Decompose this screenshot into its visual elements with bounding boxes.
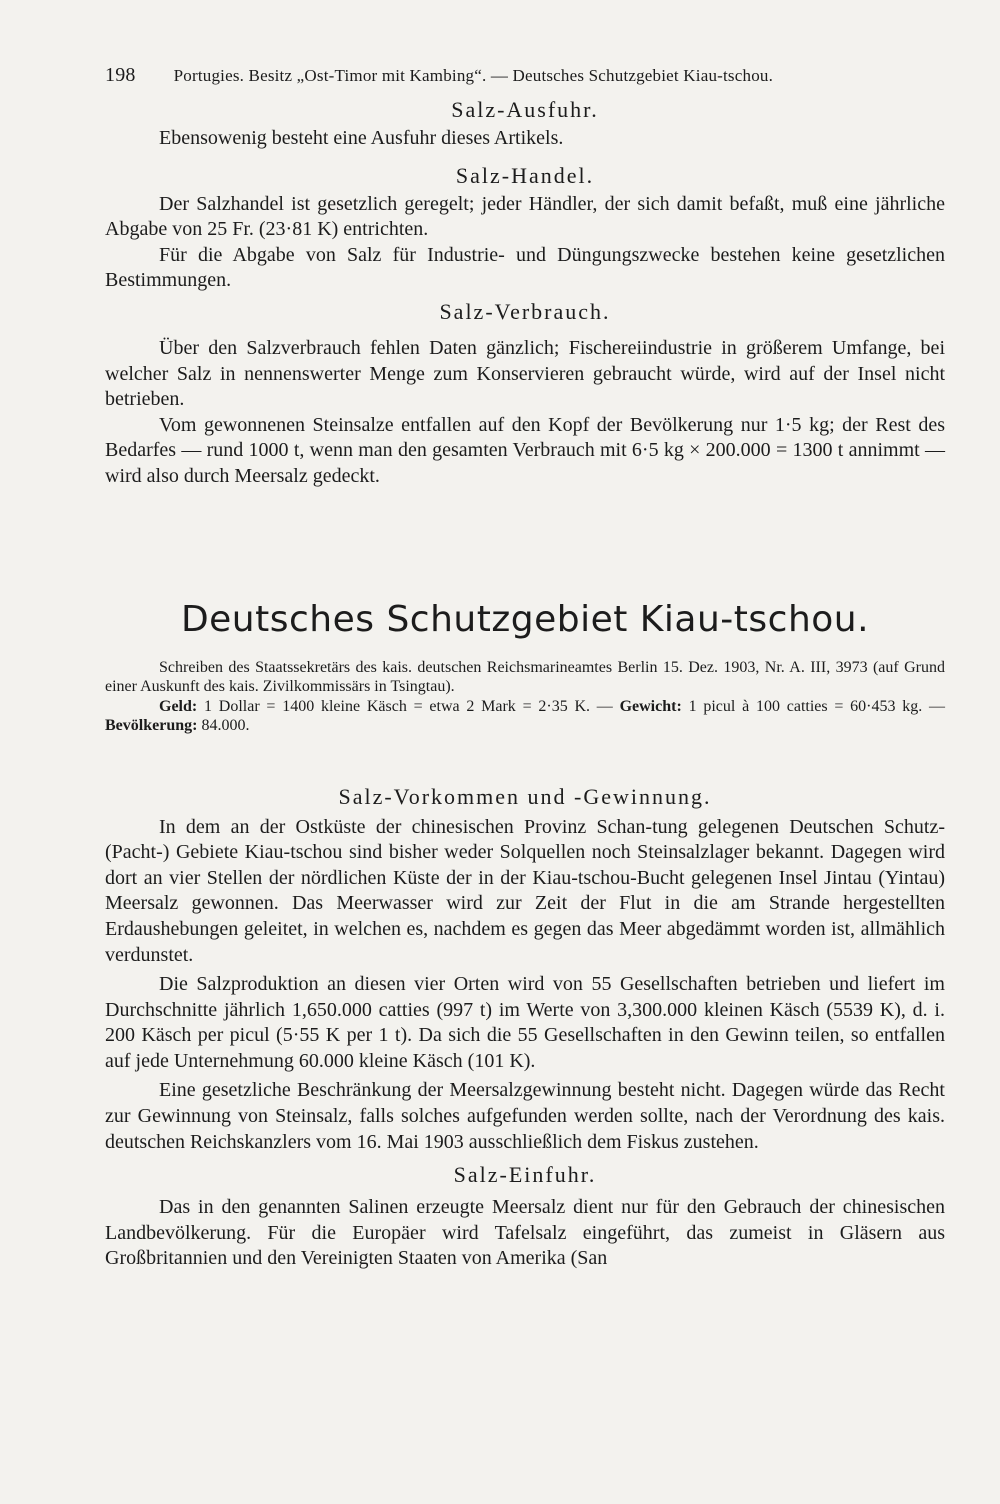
heading-salz-handel: Salz-Handel.: [455, 162, 595, 188]
chapter-title: Deutsches Schutzgebiet Kiau-tschou.: [180, 598, 870, 640]
heading-salz-verbrauch: Salz-Verbrauch.: [439, 298, 611, 324]
chapter-key-facts: [105, 697, 945, 735]
paragraph-salz-ausfuhr: Ebensowenig besteht eine Ausfuhr dieses Artikels.: [159, 127, 564, 149]
bevoelkerung-text: 84.000.: [201, 716, 250, 734]
gewicht-text: 1 picul à 100 catties = 60·453 kg. —: [688, 697, 946, 715]
running-header: [105, 64, 945, 94]
paragraph-vorkommen-1: In dem an der Ostküste der chinesischen Provinz Schan-tung gelegenen Deutschen Schutz- (Pacht-) Gebiete Kiau-tschou sind bisher weder Solquellen noch Steinsalzlager bekannt. Dagegen wird dort an vier Stellen der nördlichen Küste der in der Kiau-tschou-Bucht gelegenen Insel Jintau (Yintau) Meersalz gewonnen. Das Meerwasser wird zur Zeit der Flut in die am Strande hergestellten Erdaushebungen geleitet, in welchen es, nachdem es gegen das Meer abgedämmt worden ist, allmählich verdunstet.: [105, 815, 945, 966]
geld-text: 1 Dollar = 1400 kleine Käsch = etwa 2 Mark = 2·35 K. —: [204, 697, 613, 715]
heading-salz-einfuhr: Salz-Einfuhr.: [453, 1162, 597, 1188]
page-number: 198: [105, 64, 136, 86]
paragraph-vorkommen-2: Die Salzproduktion an diesen vier Orten wird von 55 Gesellschaften betrieben und liefert im Durchschnitte jährlich 1,650.000 catties (997 t) im Werte von 3,300.000 kleinen Käsch (5539 K), d. i. 200 Käsch per picul (5·55 K per 1 t). Da sich die 55 Gesellschaften in den Gewinn teilen, so entfallen auf jede Unternehmung 60.000 kleine Käsch (101 K).: [105, 973, 945, 1072]
paragraph-salz-verbrauch-2: Vom gewonnenen Steinsalze entfallen auf den Kopf der Bevölkerung nur 1·5 kg; der Rest des Bedarfes — rund 1000 t, wenn man den gesamten Verbrauch mit 6·5 kg × 200.000 = 1300 t annimmt — wird also durch Meersalz gedeckt.: [105, 413, 945, 487]
paragraph-vorkommen-3: Eine gesetzliche Beschränkung der Meersalzgewinnung besteht nicht. Dagegen würde das Recht zur Gewinnung von Steinsalz, falls solches aufgefunden werden sollte, nach der Verordnung des kais. deutschen Reichskanzlers vom 16. Mai 1903 ausschließlich dem Fiskus zustehen.: [105, 1079, 945, 1153]
paragraph-einfuhr-1: Das in den genannten Salinen erzeugte Meersalz dient nur für den Gebrauch der chinesischen Landbevölkerung. Für die Europäer wird Tafelsalz eingeführt, das zumeist in Gläsern aus Großbritannien und den Vereinigten Staaten von Amerika (San: [105, 1196, 945, 1270]
heading-salz-vorkommen: Salz-Vorkommen und -Gewinnung.: [338, 783, 712, 809]
document-page: [105, 64, 945, 1272]
paragraph-salz-verbrauch-1: Über den Salzverbrauch fehlen Daten gänzlich; Fischereiindustrie in größerem Umfange, bei welcher Salz in nennenswerter Menge zum Konservieren gebraucht würde, wird auf der Insel nicht betrieben.: [105, 336, 945, 411]
gewicht-label: Gewicht:: [619, 697, 682, 715]
heading-salz-ausfuhr: Salz-Ausfuhr.: [451, 97, 599, 122]
bevoelkerung-label: Bevölkerung:: [105, 716, 198, 734]
paragraph-salz-handel-2: Für die Abgabe von Salz für Industrie- und Düngungszwecke bestehen keine gesetzlichen Bestimmungen.: [105, 243, 945, 292]
geld-label: Geld:: [159, 697, 198, 715]
chapter-source-note: Schreiben des Staatssekretärs des kais. deutschen Reichsmarineamtes Berlin 15. Dez. 1903, Nr. A. III, 3973 (auf Grund einer Auskunft des kais. Zivilkommissärs in Tsingtau).: [105, 658, 945, 695]
paragraph-salz-handel-1: Der Salzhandel ist gesetzlich geregelt; jeder Händler, der sich damit befaßt, muß eine jährliche Abgabe von 25 Fr. (23·81 K) entrichten.: [105, 192, 945, 241]
running-title: Portugies. Besitz „Ost-Timor mit Kambing“. — Deutsches Schutzgebiet Kiau-tschou.: [173, 66, 774, 85]
